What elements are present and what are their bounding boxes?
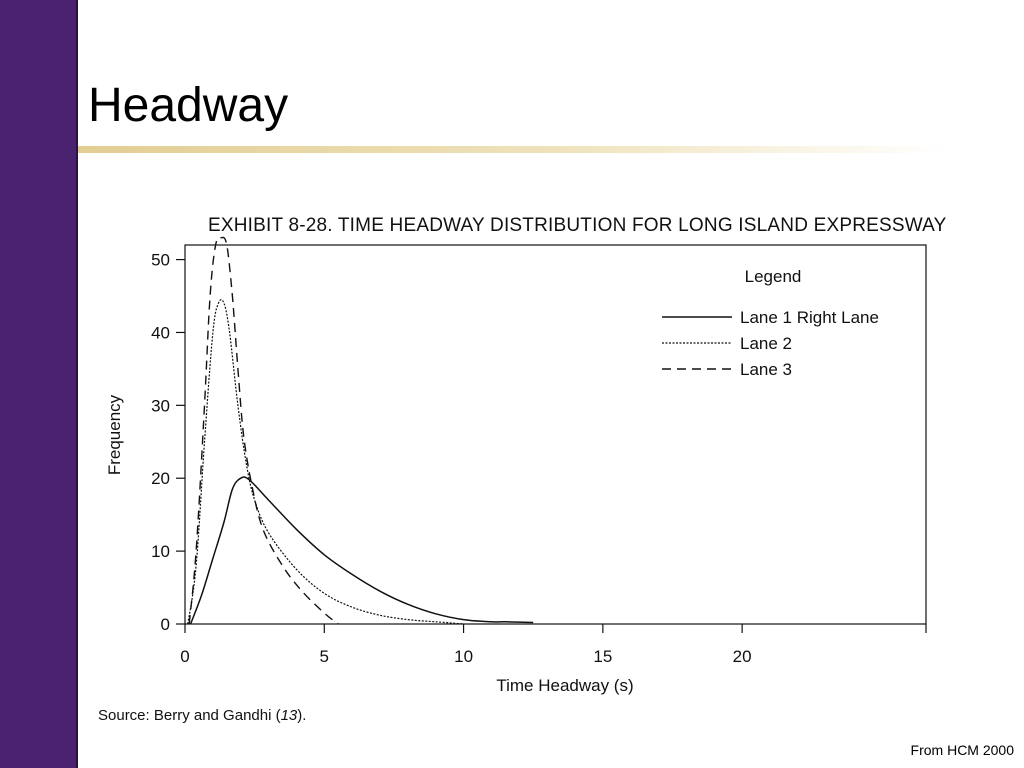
y-tick-label: 40 xyxy=(151,323,170,343)
x-tick-label: 15 xyxy=(593,647,613,666)
y-tick-label: 30 xyxy=(151,396,170,416)
legend-label-2: Lane 2 xyxy=(740,334,792,353)
headway-chart xyxy=(90,195,950,705)
source-suffix: ). xyxy=(297,707,307,724)
source-prefix: Source: Berry and Gandhi ( xyxy=(98,707,281,724)
source-note xyxy=(98,707,306,724)
x-tick-label: 0 xyxy=(180,647,190,666)
chart-figure xyxy=(90,195,950,740)
title-rule xyxy=(78,146,948,153)
series-line-3 xyxy=(189,237,338,624)
legend-label-1: Lane 1 Right Lane xyxy=(740,308,879,327)
x-tick-label: 20 xyxy=(732,647,752,666)
legend-title: Legend xyxy=(744,267,802,286)
chart-title: EXHIBIT 8-28. TIME HEADWAY DISTRIBUTION FOR LONG ISLAND EXPRESSWAY xyxy=(208,215,947,236)
slide-title: Headway xyxy=(88,79,289,132)
y-tick-label: 50 xyxy=(151,250,170,270)
legend-label-3: Lane 3 xyxy=(740,360,792,379)
y-tick-label: 10 xyxy=(151,542,170,562)
series-line-1 xyxy=(191,477,534,624)
x-tick-label: 5 xyxy=(319,647,330,666)
x-tick-label: 10 xyxy=(454,647,474,666)
plot-frame xyxy=(185,245,926,624)
y-axis-label: Frequency xyxy=(105,394,124,476)
y-tick-label: 20 xyxy=(151,469,170,489)
x-axis-label: Time Headway (s) xyxy=(496,676,634,695)
credit-note: From HCM 2000 xyxy=(910,742,1014,758)
y-tick-label: 0 xyxy=(160,615,170,634)
source-ref: 13 xyxy=(280,707,298,724)
series-line-2 xyxy=(188,300,464,624)
sidebar-band xyxy=(0,0,78,768)
